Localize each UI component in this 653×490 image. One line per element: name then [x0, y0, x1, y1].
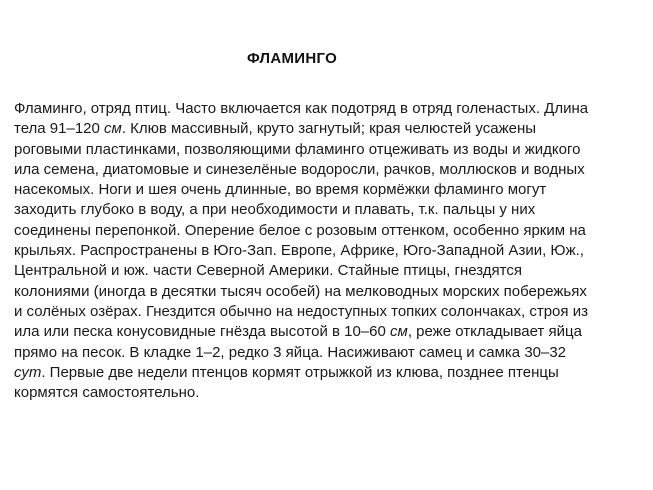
- body-line-1: Фламинго, отряд птиц. Часто включается как подотряд в отряд голенастых. Длина: [14, 100, 589, 117]
- body-line-15: кормятся самостоятельно.: [14, 384, 200, 402]
- body-line-11: и солёных озёрах. Гнездится обычно на недоступных топких солончаках, строя из: [14, 302, 588, 320]
- unit-abbreviation: см: [104, 120, 122, 138]
- body-line-10: колониями (иногда в десятки тысяч особей) на мелководных морских побережьях: [14, 282, 587, 300]
- unit-abbreviation: сут: [14, 363, 42, 381]
- body-line-8: крыльях. Распространены в Юго-Зап. Европе, Африке, Юго-Западной Азии, Юж.,: [14, 242, 584, 260]
- body-line-9: Центральной и юж. части Северной Америки. Стайные птицы, гнездятся: [14, 262, 523, 280]
- body-line-4: ила семена, диатомовые и синезелёные водоросли, рачков, моллюсков и водных: [14, 160, 585, 178]
- unit-abbreviation: см: [390, 323, 408, 341]
- body-line-13: прямо на песок. В кладке 1–2, редко 3 яйца. Насиживают самец и самка 30–32: [14, 343, 567, 361]
- body-line-6: заходить глубоко в воду, а при необходимости и плавать, т.к. пальцы у них: [14, 201, 536, 219]
- body-line-5: насекомых. Ноги и шея очень длинные, во время кормёжки фламинго могут: [14, 181, 547, 199]
- body-line-14: сут. Первые две недели птенцов кормят отрыжкой из клюва, позднее птенцы: [14, 363, 559, 381]
- article-body: [14, 99, 650, 403]
- body-line-3: роговыми пластинками, позволяющими фламинго отцеживать из воды и жидкого: [14, 140, 581, 158]
- page-title: ФЛАМИНГО: [247, 50, 338, 67]
- body-line-2: тела 91–120 см. Клюв массивный, круто загнутый; края челюстей усажены: [14, 120, 537, 138]
- body-line-7: соединены перепонкой. Оперение белое с розовым оттенком, особенно ярким на: [14, 221, 586, 239]
- body-line-12: ила или песка конусовидные гнёзда высотой в 10–60 см, реже откладывает яйца: [14, 323, 582, 341]
